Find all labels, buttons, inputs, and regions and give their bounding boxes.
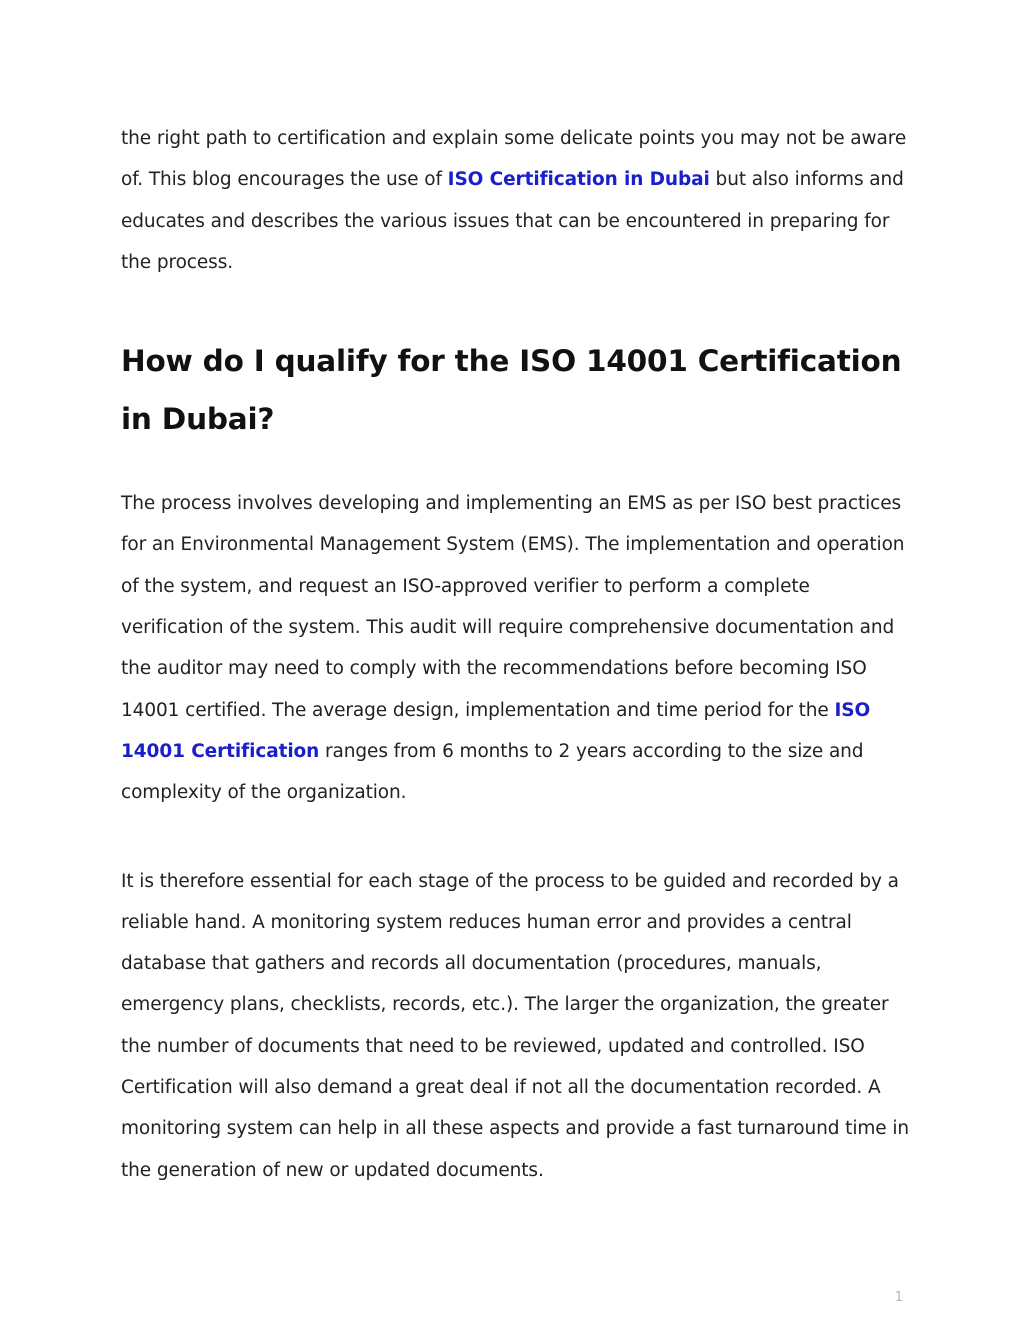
intro-paragraph: [121, 118, 911, 283]
section-heading: How do I qualify for the ISO 14001 Certification in Dubai?: [121, 344, 902, 436]
page-number: 1: [894, 1290, 903, 1305]
process-text-before: The process involves developing and implementing an EMS as per ISO best practices for an Environmental Management System (EMS). The implementation and operation of the system, and request an ISO-approved verifier to perform a complete verification of the system. This audit will require comprehensive documentation and the auditor may need to comply with the recommendations before becoming ISO 14001 certified. The average design, implementation and time period for the: [121, 493, 905, 721]
intro-text-after: but also informs and educates and describes the various issues that can be encountered in preparing for the process.: [121, 169, 904, 273]
process-paragraph: [121, 483, 911, 813]
monitoring-paragraph: It is therefore essential for each stage of the process to be guided and recorded by a reliable hand. A monitoring system reduces human error and provides a central database that gathers and records all documentation (procedures, manuals, emergency plans, checklists, records, etc.). The larger the organization, the greater the number of documents that need to be reviewed, updated and controlled. ISO Certification will also demand a great deal if not all the documentation recorded. A monitoring system can help in all these aspects and provide a fast turnaround time in the generation of new or updated documents.: [121, 870, 910, 1181]
article-body: [121, 118, 911, 1191]
process-text-after: ranges from 6 months to 2 years according to the size and complexity of the organization.: [121, 740, 864, 804]
iso-14001-certification-link[interactable]: ISO 14001 Certification: [121, 699, 871, 762]
intro-text-before: the right path to certification and explain some delicate points you may not be aware of. This blog encourages the use of: [121, 128, 907, 191]
iso-certification-dubai-link[interactable]: ISO Certification in Dubai: [447, 169, 710, 191]
